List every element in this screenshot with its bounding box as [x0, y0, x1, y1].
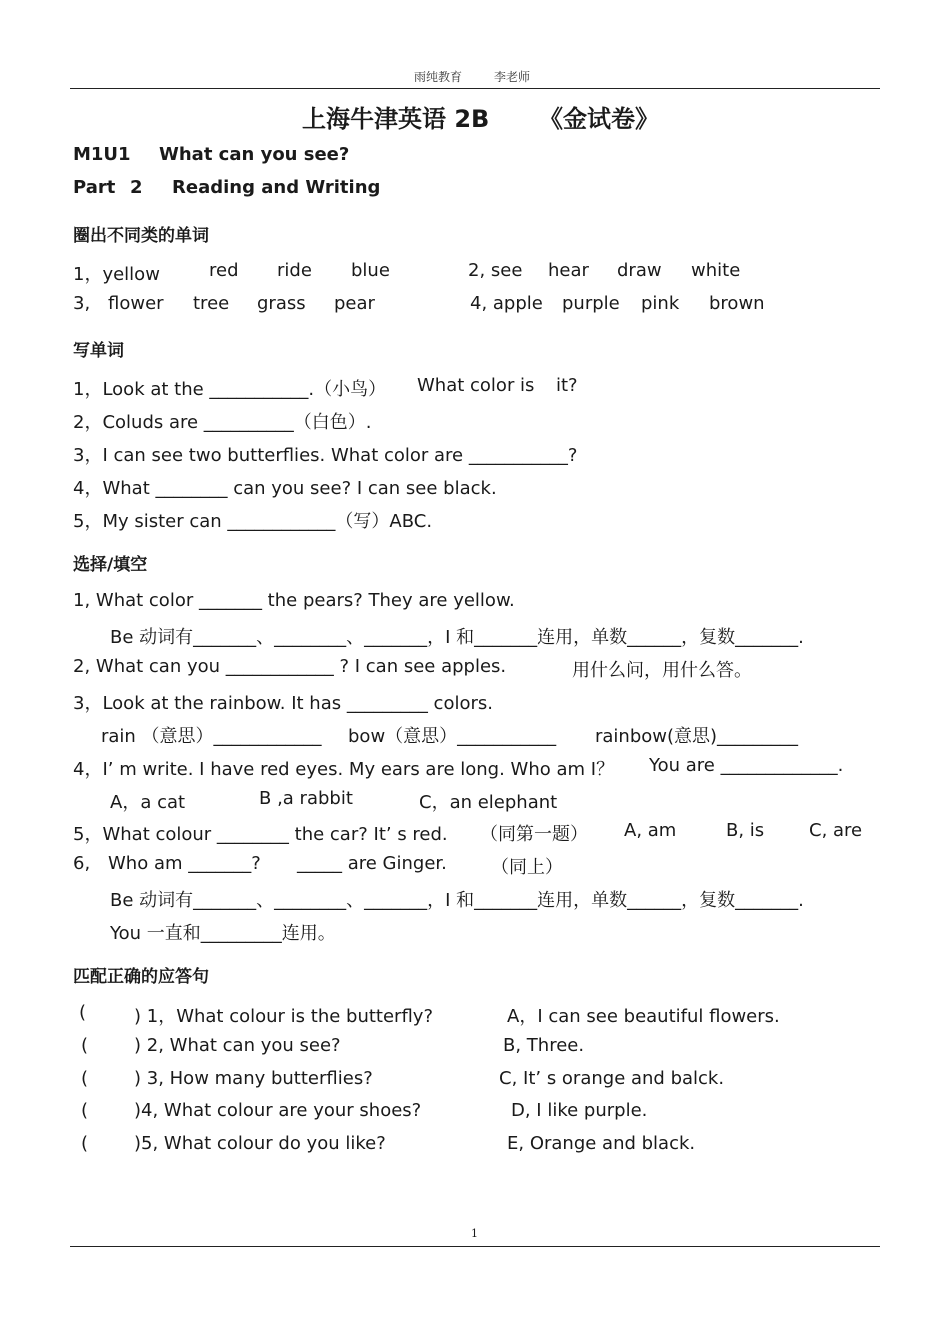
- word: 3,: [73, 293, 91, 314]
- write-item-5: 5，My sister can ____________（写）ABC.: [73, 511, 433, 532]
- answer-paren: (: [81, 1100, 89, 1121]
- word: 4, apple: [470, 293, 543, 314]
- fill-item-3-rainbow: rainbow(意思)_________: [595, 726, 799, 747]
- word: 2, see: [468, 260, 523, 281]
- header-teacher: 李老师: [494, 70, 531, 84]
- word: 1，yellow: [73, 264, 160, 285]
- word: ride: [277, 260, 312, 281]
- match-answer: E, Orange and black.: [507, 1133, 696, 1154]
- fill-item-6-you-note: You 一直和_________连用。: [110, 923, 336, 944]
- fill-item-6-question: Who am _______?: [108, 853, 261, 874]
- match-answer: A，I can see beautiful flowers.: [507, 1006, 780, 1027]
- fill-item-6-answer: _____ are Ginger.: [297, 853, 447, 874]
- match-question: ) 2, What can you see?: [134, 1035, 341, 1056]
- unit-name: What can you see?: [159, 144, 350, 165]
- word: pear: [334, 293, 375, 314]
- fill-item-3: 3，Look at the rainbow. It has _________ colors.: [73, 693, 493, 714]
- fill-item-1: 1, What color _______ the pears? They are yellow.: [73, 590, 515, 611]
- write-item-1: 1，Look at the ___________.（小鸟）: [73, 379, 387, 400]
- write-item-2: 2，Coluds are __________（白色）.: [73, 412, 372, 433]
- match-question: ) 1，What colour is the butterfly?: [134, 1006, 433, 1027]
- section-choose-fill-heading: 选择/填空: [73, 555, 148, 575]
- option: B ,a rabbit: [259, 788, 353, 809]
- section-odd-one-out-heading: 圈出不同类的单词: [73, 226, 209, 246]
- word: tree: [193, 293, 230, 314]
- word: brown: [709, 293, 765, 314]
- word: draw: [617, 260, 662, 281]
- page-number: 1: [471, 1227, 478, 1240]
- fill-item-3-rain: rain （意思）____________: [101, 726, 322, 747]
- fill-item-2-note: 用什么问，用什么答。: [572, 660, 752, 681]
- match-question: ) 3, How many butterflies?: [134, 1068, 373, 1089]
- option: A，a cat: [110, 792, 186, 813]
- page-subtitle: 《金试卷》: [539, 105, 659, 133]
- answer-paren: (: [79, 1002, 87, 1023]
- word: hear: [548, 260, 589, 281]
- answer-paren: (: [81, 1133, 89, 1154]
- header-rule: [70, 88, 880, 89]
- match-answer: C, It’ s orange and balck.: [499, 1068, 725, 1089]
- word: blue: [351, 260, 390, 281]
- fill-item-2: 2, What can you ____________ ? I can see apples.: [73, 656, 507, 677]
- match-question: )5, What colour do you like?: [134, 1133, 386, 1154]
- word: flower: [108, 293, 164, 314]
- write-item-1-question-end: it?: [556, 375, 578, 396]
- page-title: 上海牛津英语 2B: [302, 105, 490, 133]
- section-matching-heading: 匹配正确的应答句: [73, 967, 209, 987]
- fill-item-5-note: （同第一题）: [480, 824, 588, 845]
- footer-rule: [70, 1246, 880, 1247]
- option: B, is: [726, 820, 765, 841]
- word: red: [209, 260, 239, 281]
- answer-paren: (: [81, 1068, 89, 1089]
- word: grass: [257, 293, 306, 314]
- option: C, are: [809, 820, 863, 841]
- fill-item-4: 4，I’ m write. I have red eyes. My ears are long. Who am I？: [73, 759, 615, 780]
- match-question: )4, What colour are your shoes?: [134, 1100, 422, 1121]
- write-item-3: 3，I can see two butterflies. What color are ___________?: [73, 445, 578, 466]
- fill-item-6-number: 6,: [73, 853, 91, 874]
- fill-item-3-bow: bow（意思）___________: [348, 726, 557, 747]
- fill-item-4-answer: You are _____________.: [649, 755, 844, 776]
- part-name: Reading and Writing: [172, 177, 381, 198]
- option: C，an elephant: [419, 792, 558, 813]
- part-label: Part: [73, 177, 116, 198]
- part-number: 2: [130, 177, 143, 198]
- fill-item-6-note: （同上）: [491, 857, 563, 878]
- match-answer: B, Three.: [503, 1035, 585, 1056]
- header-org: 雨纯教育: [414, 70, 463, 84]
- word: white: [691, 260, 741, 281]
- section-write-words-heading: 写单词: [73, 341, 124, 361]
- fill-item-5: 5，What colour ________ the car? It’ s red.: [73, 824, 448, 845]
- word: purple: [562, 293, 620, 314]
- match-answer: D, I like purple.: [511, 1100, 648, 1121]
- answer-paren: (: [81, 1035, 89, 1056]
- word: pink: [641, 293, 680, 314]
- fill-item-1-note: Be 动词有_______、________、_______，I 和_______连用，单数______，复数_______.: [110, 627, 804, 648]
- write-item-1-question: What color is: [417, 375, 535, 396]
- unit-code: M1U1: [73, 144, 131, 165]
- option: A, am: [624, 820, 677, 841]
- fill-item-6-be-note: Be 动词有_______、________、_______，I 和_______连用，单数______，复数_______.: [110, 890, 804, 911]
- write-item-4: 4，What ________ can you see? I can see black.: [73, 478, 497, 499]
